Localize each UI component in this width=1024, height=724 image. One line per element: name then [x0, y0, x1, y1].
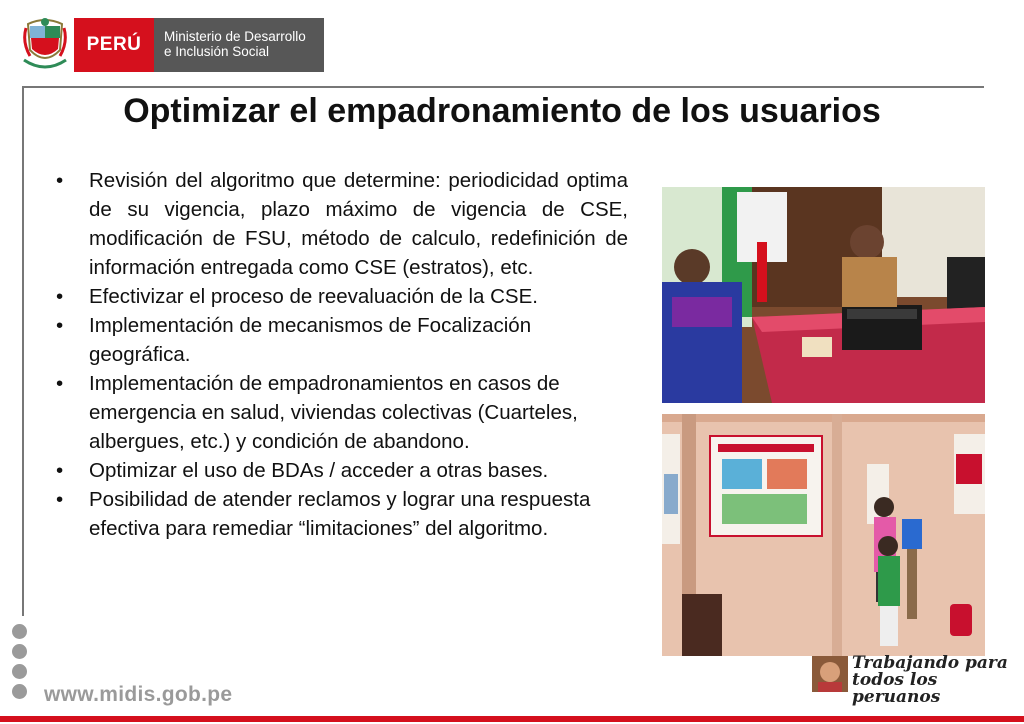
instagram-icon[interactable]: [12, 664, 27, 679]
twitter-icon[interactable]: [12, 644, 27, 659]
social-icons: [12, 624, 30, 704]
frame-top-line: [22, 86, 984, 88]
slide-title: Optimizar el empadronamiento de los usuarios: [123, 92, 881, 130]
slogan-portrait: [812, 656, 848, 692]
website-link[interactable]: www.midis.gob.pe: [44, 683, 233, 706]
ministry-line-2: e Inclusión Social: [164, 44, 270, 59]
slogan-text: [852, 655, 1024, 706]
bullet-item: • Posibilidad de atender reclamos y lograr una respuesta efectiva para remediar “limitaciones” del algoritmo.: [56, 485, 628, 543]
frame-left-line: [22, 86, 24, 616]
bullet-item: • Revisión del algoritmo que determine: periodicidad optima de su vigencia, plazo máximo de vigencia de CSE, modificación de FSU, método de calculo, redefinición de información entregada como CSE (estratos), etc.: [56, 166, 628, 282]
ministry-line-1: Ministerio de Desarrollo: [164, 29, 306, 44]
peru-badge: PERÚ: [74, 18, 154, 72]
bullet-item: • Implementación de empadronamientos en casos de emergencia en salud, viviendas colectivas (Cuarteles, albergues, etc.) y condición de abandono.: [56, 369, 628, 456]
bullet-item: • Optimizar el uso de BDAs / acceder a otras bases.: [56, 456, 628, 485]
bullet-item: • Implementación de mecanismos de Focalización geográfica.: [56, 311, 628, 369]
ministry-name: [154, 18, 324, 72]
bullet-list: [56, 166, 628, 543]
bullet-item: • Efectivizar el proceso de reevaluación de la CSE.: [56, 282, 628, 311]
slogan-line-2: todos los peruanos: [852, 670, 941, 707]
slogan-line-1: Trabajando para: [852, 653, 1008, 673]
photo-registration-desk: [662, 187, 985, 403]
facebook-icon[interactable]: [12, 624, 27, 639]
midis-logo: [22, 16, 324, 74]
photo-information-posters: [662, 414, 985, 656]
footer-red-line: [0, 716, 1024, 722]
flickr-icon[interactable]: [12, 684, 27, 699]
coat-of-arms-icon: [22, 16, 68, 74]
